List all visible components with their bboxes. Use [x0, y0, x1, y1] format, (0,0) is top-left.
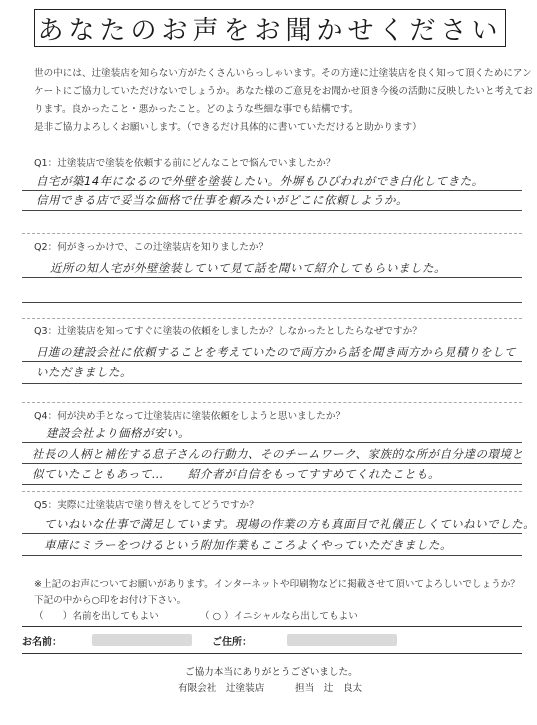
question-2-label: Q2：何がきっかけで、この辻塗装店を知りましたか？ [34, 242, 269, 253]
answer-5-line-1: ていねいな仕事で満足しています。現場の作業の方も真面目で礼儀正しくていねいでした。 [44, 517, 536, 531]
answer-4-area [22, 420, 522, 488]
answer-3-line-1: 日進の建設会社に依頼することを考えていたので両方から話を聞き両方から見積りをして [36, 345, 516, 359]
intro-line: 是非ご協力よろしくお願いします。（できるだけ具体的に書いていただけると助かります） [34, 122, 422, 133]
ruled-line [22, 484, 522, 485]
ruled-line [22, 277, 522, 278]
answer-1-line-2: 信用できる店で妥当な価格で仕事を頼みたいがどこに依頼しようか。 [36, 193, 408, 207]
divider [22, 402, 522, 403]
intro-line: ります。良かったこと・悪かったこと。どのような些細な事でも結構です。 [34, 104, 359, 115]
name-address-box [22, 626, 522, 654]
divider [22, 318, 522, 319]
divider [22, 491, 522, 492]
answer-5-area [22, 510, 536, 570]
answer-2-area [22, 252, 522, 312]
ruled-line [22, 302, 522, 303]
option-full-name[interactable]: （ ）名前を出してもよい [34, 611, 159, 622]
answer-1-area [22, 170, 522, 230]
ruled-line [22, 210, 522, 211]
question-4-label: Q4：何が決め手となって辻塗装店に塗装依頼をしようと思いましたか？ [34, 411, 346, 422]
answer-5-line-2: 車庫にミラーをつけるという附加作業もこころよくやっていただきました。 [44, 538, 452, 552]
ruled-line [22, 383, 522, 384]
name-label: お名前： [22, 637, 62, 648]
answer-3-line-2: いただきました。 [36, 365, 132, 379]
answer-4-line-1: 建設会社より価格が安い。 [46, 426, 190, 440]
intro-line: 世の中には、辻塗装店を知らない方がたくさんいらっしゃいます。その方達に辻塗装店を良く知って頂くためにアン [34, 68, 532, 79]
thanks-text: ご協力本当にありがとうございました。 [185, 667, 358, 678]
title-box [34, 9, 506, 47]
company-name: 有限会社 辻塗装店 [178, 683, 265, 694]
answer-4-line-3: 似ていたこともあって… 紹介者が自信をもってすすめてくれたことも。 [32, 467, 440, 481]
intro-text [34, 65, 533, 137]
consent-instruction: 下記の中から○印をお付け下さい。 [34, 595, 187, 606]
question-5-label: Q5：実際に辻塗装店で塗り替えをしてどうですか？ [34, 500, 259, 511]
answer-1-line-1: 自宅が築14年になるので外壁を塗装したい。外塀もひびわれができ白化してきた。 [36, 174, 484, 188]
answer-4-line-2: 社長の人柄と補佐する息子さんの行動力、そのチームワーク、家族的な所が自分達の環境と [32, 447, 524, 461]
consent-note: ※上記のお声についてお願いがあります。インターネットや印刷物などに掲載させて頂いてよろしいでしょうか？ [34, 579, 520, 590]
divider [22, 233, 522, 234]
question-3-label: Q3：辻塗装店を知ってすぐに塗装の依頼をしましたか？しなかったとしたらなぜですか？ [34, 326, 422, 337]
intro-line: ケートにご協力していただけないでしょうか。あなた様のご意見をお聞かせ頂き今後の活動に反映したいと考えてお [34, 86, 533, 97]
ruled-line [22, 190, 522, 191]
contact-person: 担当 辻 良太 [295, 683, 363, 694]
page-title: あなたのお声をお聞かせください [37, 15, 503, 46]
address-label: ご住所： [212, 637, 252, 648]
ruled-line [22, 533, 522, 534]
ruled-line [22, 361, 522, 362]
redacted-name [92, 634, 192, 646]
answer-2-line-1: 近所の知人宅が外壁塗装していて見て話を聞いて紹介してもらいました。 [50, 261, 446, 275]
ruled-line [22, 555, 522, 556]
redacted-address [287, 634, 397, 646]
ruled-line [22, 463, 522, 464]
ruled-line [22, 442, 522, 443]
answer-3-area [22, 337, 522, 397]
question-1-label: Q1：辻塗装店で塗装を依頼する前にどんなことで悩んでいましたか？ [34, 158, 336, 169]
option-initials[interactable]: （ ○ ）イニシャルなら出してもよい [200, 611, 358, 622]
